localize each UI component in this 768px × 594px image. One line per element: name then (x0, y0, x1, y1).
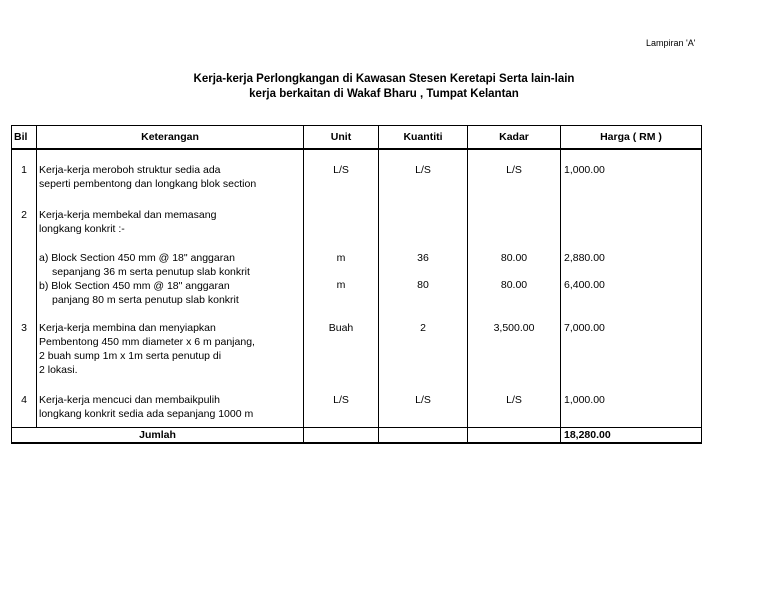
row-2-line-2: longkang konkrit :- (39, 223, 125, 235)
row-2a-keterangan (37, 236, 304, 279)
row-1-unit: L/S (304, 149, 379, 194)
row-2-harga (561, 194, 702, 236)
row-2a-line-1: a) Block Section 450 mm @ 18" anggaran (39, 252, 235, 264)
total-amount: 18,280.00 (561, 428, 702, 444)
row-4-harga: 1,000.00 (561, 379, 702, 428)
table-row-2 (12, 194, 702, 236)
row-3-harga: 7,000.00 (561, 307, 702, 379)
attachment-label: Lampiran 'A' (646, 38, 696, 48)
row-2b-kadar: 80.00 (468, 279, 561, 307)
total-kadar (468, 428, 561, 444)
row-2a-harga: 2,880.00 (561, 236, 702, 279)
row-3-kadar: 3,500.00 (468, 307, 561, 379)
row-4-keterangan (37, 379, 304, 428)
row-2b-line-1: b) Blok Section 450 mm @ 18" anggaran (39, 280, 230, 292)
row-2a-line-2: sepanjang 36 m serta penutup slab konkrit (52, 266, 250, 278)
cost-table (11, 125, 702, 444)
title-line-1: Kerja-kerja Perlongkangan di Kawasan Stesen Keretapi Serta lain-lain (193, 73, 575, 85)
header-harga: Harga ( RM ) (561, 126, 702, 150)
row-1-kuantiti: L/S (379, 149, 468, 194)
row-2-kuantiti (379, 194, 468, 236)
row-3-line-4: 2 lokasi. (39, 364, 78, 376)
row-2a-kadar: 80.00 (468, 236, 561, 279)
row-3-keterangan (37, 307, 304, 379)
total-kuantiti (379, 428, 468, 444)
row-2a-unit: m (304, 236, 379, 279)
row-2-unit (304, 194, 379, 236)
row-3-line-3: 2 buah sump 1m x 1m serta penutup di (39, 350, 222, 362)
title-line-2: kerja berkaitan di Wakaf Bharu , Tumpat Kelantan (249, 88, 519, 100)
row-3-line-2: Pembentong 450 mm diameter x 6 m panjang, (39, 336, 255, 348)
row-2b-bil (12, 279, 37, 307)
row-4-bil: 4 (12, 379, 37, 428)
table-row-2b (12, 279, 702, 307)
row-4-kuantiti: L/S (379, 379, 468, 428)
row-2b-line-2: panjang 80 m serta penutup slab konkrit (52, 294, 239, 306)
row-1-harga: 1,000.00 (561, 149, 702, 194)
row-1-keterangan (37, 149, 304, 194)
row-2b-keterangan (37, 279, 304, 307)
row-4-kadar: L/S (468, 379, 561, 428)
row-2-bil: 2 (12, 194, 37, 236)
row-2b-harga: 6,400.00 (561, 279, 702, 307)
row-2-keterangan (37, 194, 304, 236)
table-row-3 (12, 307, 702, 379)
total-row (12, 428, 702, 444)
row-4-unit: L/S (304, 379, 379, 428)
row-1-kadar: L/S (468, 149, 561, 194)
row-1-line-2: seperti pembentong dan longkang blok section (39, 178, 257, 190)
header-bil: Bil (12, 126, 37, 150)
table-row-1 (12, 149, 702, 194)
row-3-kuantiti: 2 (379, 307, 468, 379)
table-row-4 (12, 379, 702, 428)
total-unit (304, 428, 379, 444)
row-2-line-1: Kerja-kerja membekal dan memasang (39, 209, 217, 221)
row-3-unit: Buah (304, 307, 379, 379)
table-header-row (12, 126, 702, 150)
header-kuantiti: Kuantiti (379, 126, 468, 150)
row-2a-kuantiti: 36 (379, 236, 468, 279)
row-2-kadar (468, 194, 561, 236)
table-row-2a (12, 236, 702, 279)
row-3-line-1: Kerja-kerja membina dan menyiapkan (39, 322, 216, 334)
total-label: Jumlah (12, 428, 304, 444)
document-title (0, 72, 768, 102)
row-2a-bil (12, 236, 37, 279)
row-2b-kuantiti: 80 (379, 279, 468, 307)
row-1-bil: 1 (12, 149, 37, 194)
header-unit: Unit (304, 126, 379, 150)
row-2b-unit: m (304, 279, 379, 307)
row-3-bil: 3 (12, 307, 37, 379)
row-4-line-2: longkang konkrit sedia ada sepanjang 1000 m (39, 408, 254, 420)
header-kadar: Kadar (468, 126, 561, 150)
row-1-line-1: Kerja-kerja meroboh struktur sedia ada (39, 164, 221, 176)
header-keterangan: Keterangan (37, 126, 304, 150)
row-4-line-1: Kerja-kerja mencuci dan membaikpulih (39, 394, 220, 406)
